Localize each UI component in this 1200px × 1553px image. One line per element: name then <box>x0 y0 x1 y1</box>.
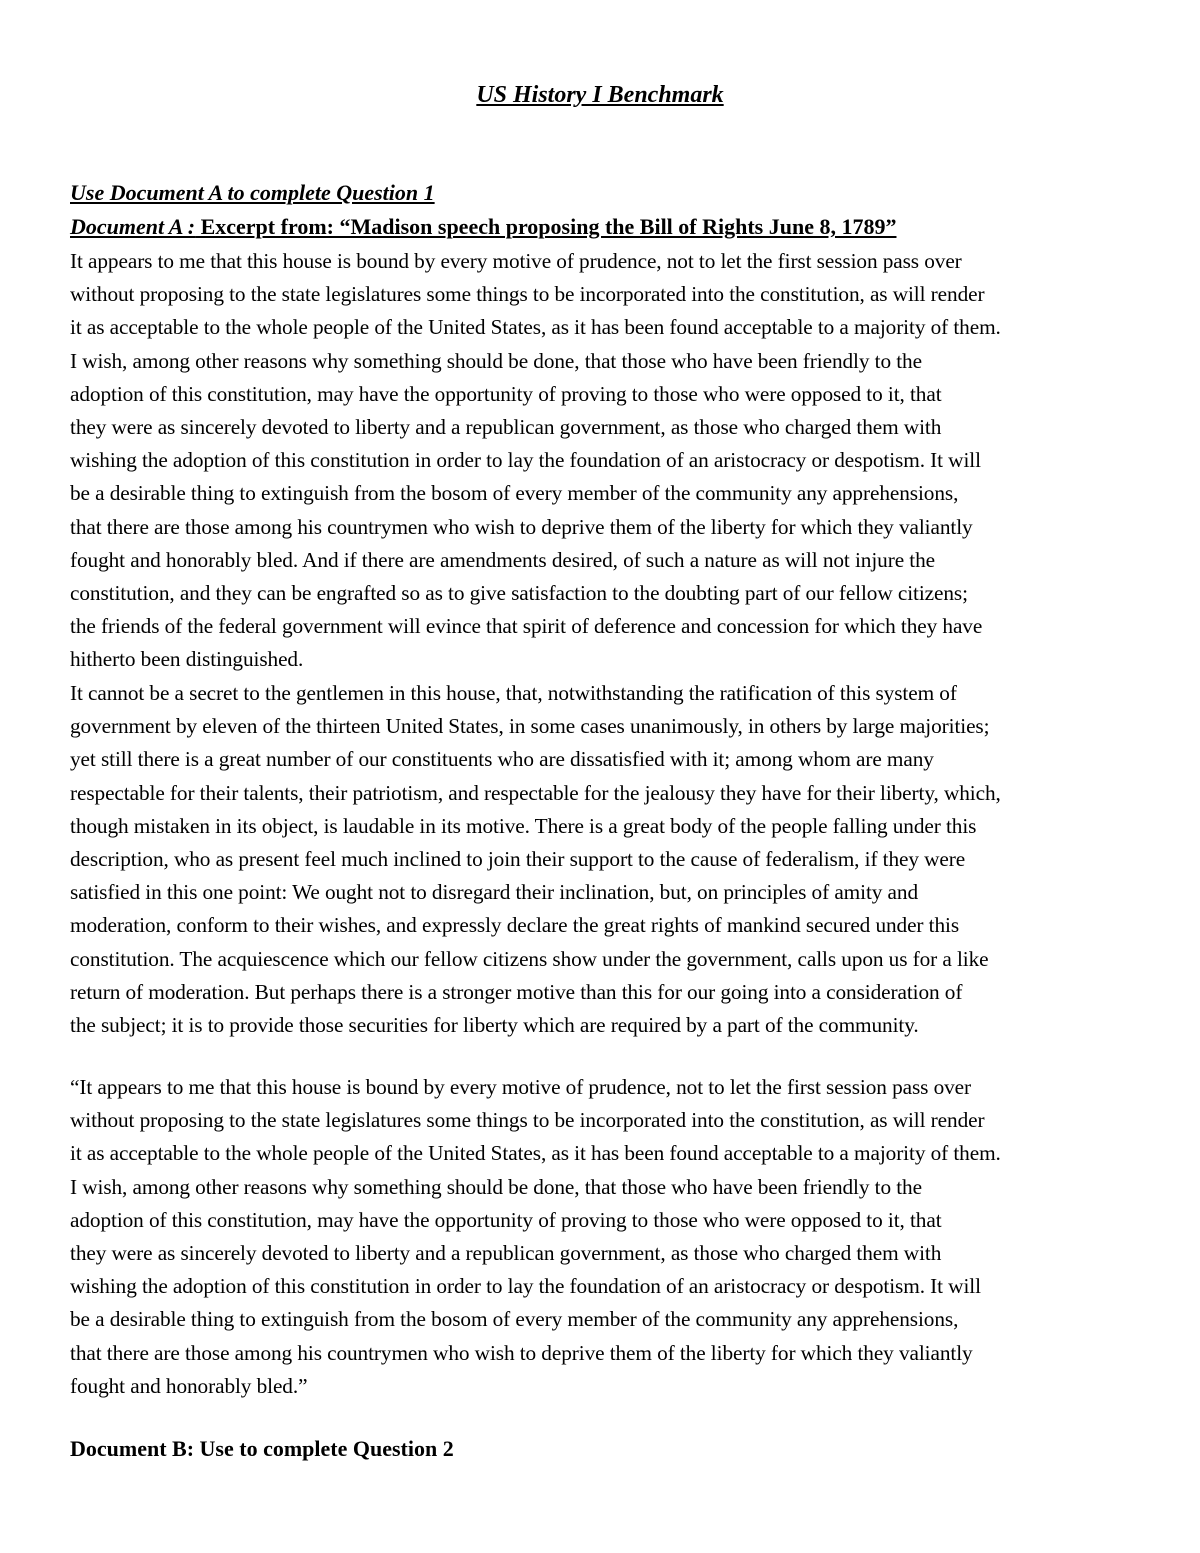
text-line: without proposing to the state legislatures some things to be incorporated into the constitution, as will render <box>70 282 985 307</box>
text-line: respectable for their talents, their patriotism, and respectable for the jealousy they have for their liberty, which, <box>70 780 1001 805</box>
quoted-excerpt <box>70 1071 1130 1403</box>
text-line: that there are those among his countrymen who wish to deprive them of the liberty for which they valiantly <box>70 514 973 539</box>
text-line: I wish, among other reasons why something should be done, that those who have been friendly to the <box>70 348 922 373</box>
text-line: yet still there is a great number of our constituents who are dissatisfied with it; among whom are many <box>70 747 934 772</box>
text-line: be a desirable thing to extinguish from the bosom of every member of the community any apprehensions, <box>70 481 959 506</box>
text-line: it as acceptable to the whole people of the United States, as it has been found acceptable to a majority of them. <box>70 315 1001 340</box>
text-line: they were as sincerely devoted to liberty and a republican government, as those who charged them with <box>70 415 942 440</box>
text-line: that there are those among his countrymen who wish to deprive them of the liberty for which they valiantly <box>70 1340 973 1365</box>
text-line: wishing the adoption of this constitution in order to lay the foundation of an aristocracy or despotism. It will <box>70 1274 981 1299</box>
documentA-excerpt-title: Excerpt from: “Madison speech proposing the Bill of Rights June 8, 1789” <box>195 214 897 239</box>
text-line: be a desirable thing to extinguish from the bosom of every member of the community any apprehensions, <box>70 1307 959 1332</box>
text-line: I wish, among other reasons why something should be done, that those who have been friendly to the <box>70 1174 922 1199</box>
documentA-paragraph-1 <box>70 245 1130 677</box>
documentA-paragraph-2 <box>70 677 1130 1042</box>
text-line: “It appears to me that this house is bound by every motive of prudence, not to let the first session pass over <box>70 1075 972 1099</box>
documentA-label: Document A : <box>70 214 196 239</box>
text-line: fought and honorably bled.” <box>70 1373 308 1398</box>
text-line: wishing the adoption of this constitution in order to lay the foundation of an aristocracy or despotism. It will <box>70 448 981 473</box>
text-line: constitution. The acquiescence which our fellow citizens show under the government, calls upon us for a like <box>70 946 989 971</box>
text-line: It cannot be a secret to the gentlemen in this house, that, notwithstanding the ratification of this system of <box>70 681 957 705</box>
text-line: though mistaken in its object, is laudable in its motive. There is a great body of the people falling under this <box>70 813 977 838</box>
text-line: constitution, and they can be engrafted so as to give satisfaction to the doubting part of our fellow citizens; <box>70 581 968 606</box>
text-line: fought and honorably bled. And if there are amendments desired, of such a nature as will not injure the <box>70 547 935 572</box>
text-line: return of moderation. But perhaps there is a stronger motive than this for our going into a consideration of <box>70 979 963 1004</box>
page-title: US History I Benchmark <box>476 82 724 108</box>
text-line: they were as sincerely devoted to liberty and a republican government, as those who charged them with <box>70 1241 942 1266</box>
documentB-heading: Document B: Use to complete Question 2 <box>70 1436 454 1461</box>
text-line: description, who as present feel much inclined to join their support to the cause of federalism, if they were <box>70 847 966 872</box>
text-line: government by eleven of the thirteen United States, in some cases unanimously, in others by large majorities; <box>70 714 990 739</box>
text-line: the subject; it is to provide those securities for liberty which are required by a part of the community. <box>70 1013 919 1038</box>
text-line: It appears to me that this house is bound by every motive of prudence, not to let the first session pass over <box>70 249 962 273</box>
text-line: it as acceptable to the whole people of the United States, as it has been found acceptable to a majority of them. <box>70 1141 1001 1166</box>
text-line: adoption of this constitution, may have the opportunity of proving to those who were opposed to it, that <box>70 1207 942 1232</box>
text-line: the friends of the federal government will evince that spirit of deference and concession for which they have <box>70 614 983 639</box>
text-line: adoption of this constitution, may have the opportunity of proving to those who were opposed to it, that <box>70 381 942 406</box>
question1-heading: Use Document A to complete Question 1 <box>70 180 435 205</box>
text-line: without proposing to the state legislatures some things to be incorporated into the constitution, as will render <box>70 1108 985 1133</box>
text-line: hitherto been distinguished. <box>70 647 304 672</box>
text-line: moderation, conform to their wishes, and expressly declare the great rights of mankind secured under this <box>70 913 960 938</box>
text-line: satisfied in this one point: We ought not to disregard their inclination, but, on principles of amity and <box>70 880 919 905</box>
documentA-heading <box>70 211 1140 243</box>
